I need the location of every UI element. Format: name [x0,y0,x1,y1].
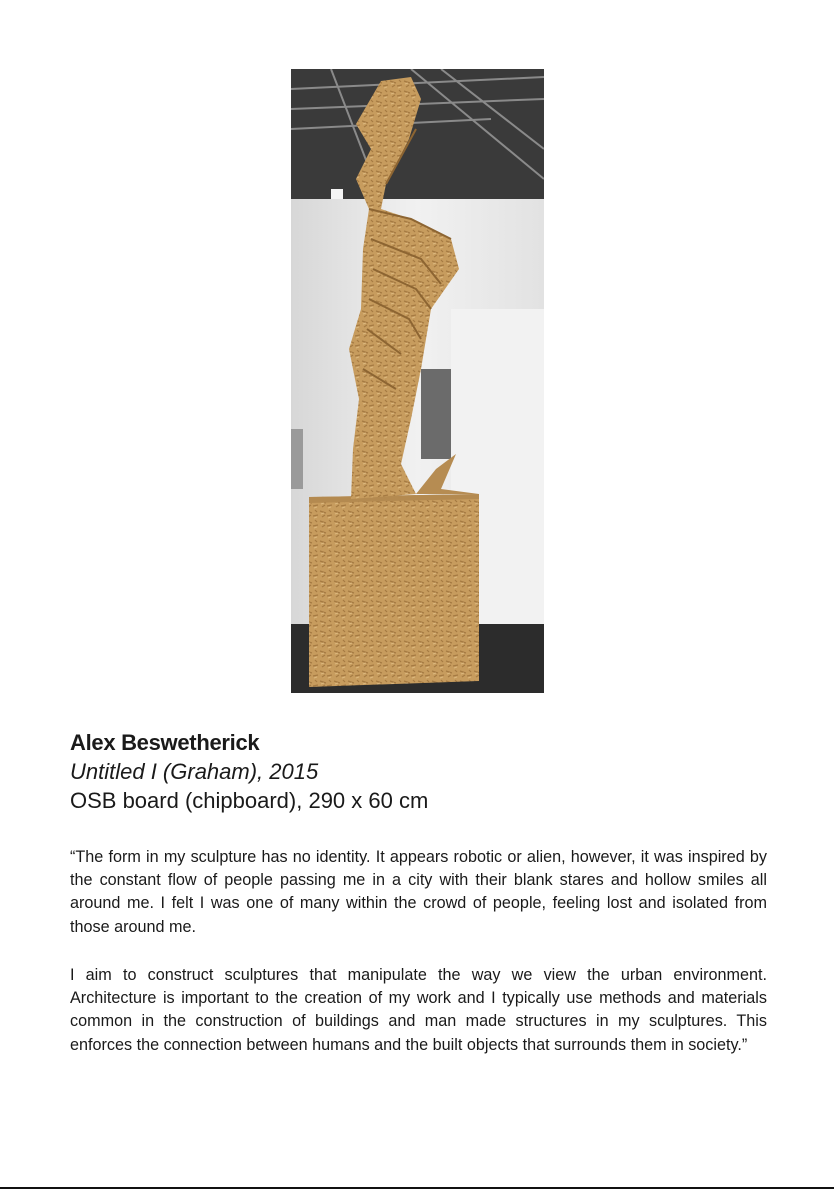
artist-name: Alex Beswetherick [70,730,260,755]
artwork-caption [70,728,770,816]
artist-statement-paragraph: I aim to construct sculptures that manipulate the way we view the urban environment. Architecture is important to the creation of my work and I typically use methods and materials common in the construction of buildings and man made structures in my sculptures. This enforces the connection between humans and the built objects that surrounds them in society.” [70,966,767,1054]
page-bottom-border [0,1187,834,1189]
artwork-title: Untitled I (Graham), 2015 [70,759,319,784]
sculpture-photo [291,69,544,693]
artist-statement-paragraph: “The form in my sculpture has no identity. It appears robotic or alien, however, it was inspired by the constant flow of people passing me in a city with their blank stares and hollow smiles all around me. I felt I was one of many within the crowd of people, feeling lost and isolated from those around me. [70,848,767,936]
sculpture-illustration [291,69,544,693]
artwork-medium: OSB board (chipboard), 290 x 60 cm [70,788,429,813]
